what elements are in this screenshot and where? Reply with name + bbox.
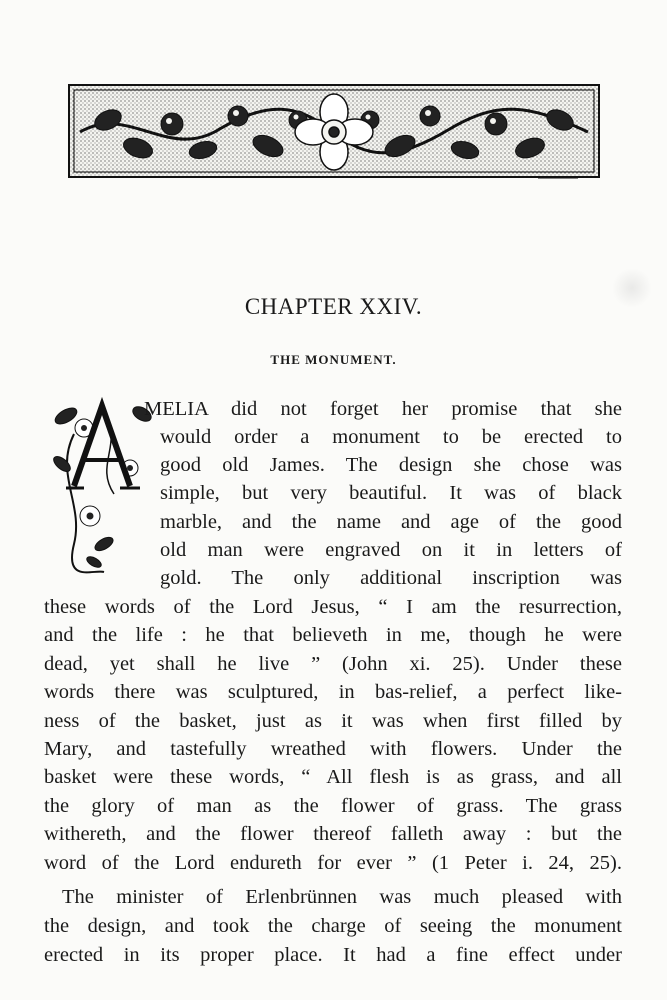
text-line: marble, and the name and age of the good [160,511,622,533]
text-line: dead, yet shall he live ” (John xi. 25). Under these [44,653,622,675]
text-line: basket were these words, “ All flesh is as grass, and all [44,766,622,788]
text-line: ness of the basket, just as it was when first filled by [44,710,622,732]
text-line: and the life : he that believeth in me, though he were [44,624,622,646]
text-line: word of the Lord endureth for ever ” (1 Peter i. 24, 25). [44,852,622,874]
text-line: the glory of man as the flower of grass. The grass [44,795,622,817]
text-line: old man were engraved on it in letters of [160,539,622,561]
text-line: these words of the Lord Jesus, “ I am the resurrection, [44,596,622,618]
floral-initial-A-icon [44,394,156,576]
text-line: Mary, and tastefully wreathed with flowers. Under the [44,738,622,760]
text-line: gold. The only additional inscription was [160,567,622,589]
text-line: simple, but very beautiful. It was of black [160,482,622,504]
text-line: words there was sculptured, in bas-relief, a perfect like- [44,681,622,703]
text-line: MELIA did not forget her promise that she [144,398,622,420]
text-line: good old James. The design she chose was [160,454,622,476]
chapter-title: CHAPTER XXIV. [244,294,423,319]
text-line: would order a monument to be erected to [160,426,622,448]
text-line: withereth, and the flower thereof falleth away : but the [44,823,622,845]
chapter-subtitle: THE MONUMENT. [270,352,397,367]
text-line: the design, and took the charge of seeing the monument [44,915,622,937]
floral-headband-ornament [68,84,600,182]
text-line: erected in its proper place. It had a fine effect under [44,944,622,966]
text-line: The minister of Erlenbrünnen was much pleased with [62,886,622,908]
